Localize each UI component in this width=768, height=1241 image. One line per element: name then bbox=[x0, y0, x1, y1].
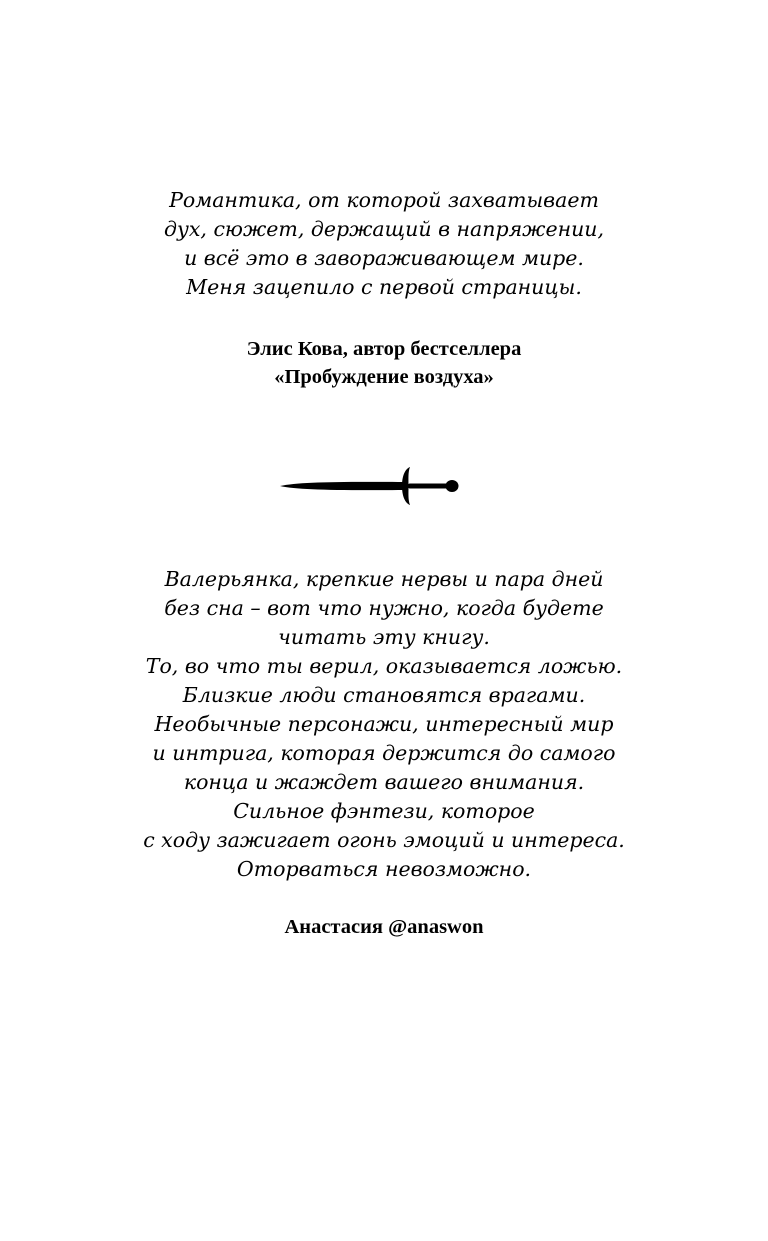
quote-line: Романтика, от которой захватывает bbox=[169, 188, 599, 212]
quote-line: дух, сюжет, держащий в напряжении, bbox=[163, 217, 605, 241]
quote-line: читать эту книгу. bbox=[278, 625, 490, 649]
quote-line: конца и жаждет вашего внимания. bbox=[183, 770, 585, 794]
quote-line: Сильное фэнтези, которое bbox=[233, 799, 535, 823]
quote-line: То, во что ты верил, оказывается ложью. bbox=[145, 654, 623, 678]
testimonial-1-quote bbox=[0, 186, 768, 302]
quote-line: Меня зацепило с первой страницы. bbox=[186, 275, 582, 299]
sword-icon bbox=[278, 466, 462, 506]
attribution-line: Элис Кова, автор бестселлера bbox=[246, 338, 522, 360]
quote-line: и интрига, которая держится до самого bbox=[152, 741, 616, 765]
quote-line: с ходу зажигает огонь эмоций и интереса. bbox=[143, 828, 625, 852]
quote-line: без сна – вот что нужно, когда будете bbox=[164, 596, 604, 620]
testimonial-1-attribution bbox=[0, 335, 768, 391]
attribution-line: Анастасия @anaswon bbox=[284, 916, 484, 938]
testimonial-2-attribution bbox=[0, 913, 768, 941]
quote-line: Близкие люди становятся врагами. bbox=[182, 683, 586, 707]
testimonial-2-quote bbox=[0, 565, 768, 884]
quote-line: Необычные персонажи, интересный мир bbox=[154, 712, 614, 736]
quote-line: Валерьянка, крепкие нервы и пара дней bbox=[164, 567, 604, 591]
quote-line: Оторваться невозможно. bbox=[236, 857, 532, 881]
quote-line: и всё это в завораживающем мире. bbox=[184, 246, 584, 270]
attribution-line: «Пробуждение воздуха» bbox=[274, 366, 494, 388]
